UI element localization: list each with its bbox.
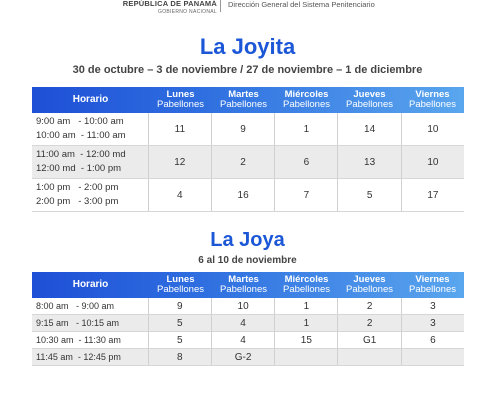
pabellon-cell: 1	[274, 298, 337, 314]
pabellon-cell: 7	[274, 179, 337, 211]
pabellon-cell	[401, 349, 464, 365]
government-logo	[123, 0, 217, 16]
time-cell	[32, 332, 148, 348]
joya-schedule-table	[32, 272, 464, 366]
pabellon-cell: 1	[274, 113, 337, 145]
pabellon-cell: 4	[211, 315, 274, 331]
time-range: 8:00 am - 9:00 am	[36, 301, 115, 311]
day-sub-label: Pabellones	[282, 99, 330, 110]
pabellon-cell	[274, 349, 337, 365]
pabellon-cell: 15	[274, 332, 337, 348]
department-name: Dirección General del Sistema Penitenciario	[228, 0, 375, 9]
pabellon-cell: 9	[148, 298, 211, 314]
column-header-day	[212, 87, 275, 113]
header-divider	[220, 0, 221, 12]
table-row	[32, 332, 464, 349]
time-cell	[32, 315, 148, 331]
column-header-day	[338, 87, 401, 113]
day-sub-label: Pabellones	[219, 99, 267, 110]
table-row	[32, 315, 464, 332]
column-header-horario: Horario	[72, 94, 109, 105]
pabellon-cell: 17	[401, 179, 464, 211]
pabellon-cell: 11	[148, 113, 211, 145]
time-range: 12:00 md - 1:00 pm	[36, 163, 122, 174]
day-name: Martes	[228, 274, 259, 285]
pabellon-cell	[337, 349, 400, 365]
pabellon-cell: 12	[148, 146, 211, 178]
day-sub-label: Pabellones	[345, 99, 393, 110]
time-cell	[32, 113, 148, 145]
day-sub-label: Pabellones	[345, 284, 393, 295]
pabellon-cell: 3	[401, 298, 464, 314]
time-range: 10:30 am - 11:30 am	[36, 335, 121, 345]
pabellon-cell: G-2	[211, 349, 274, 365]
pabellon-cell: 1	[274, 315, 337, 331]
time-cell	[32, 298, 148, 314]
pabellon-cell: 14	[337, 113, 400, 145]
day-name: Viernes	[415, 274, 450, 285]
day-name: Miércoles	[284, 274, 329, 285]
pabellon-cell: 16	[211, 179, 274, 211]
column-header-day	[401, 272, 464, 298]
column-header-day	[149, 87, 212, 113]
joyita-schedule-table	[32, 87, 464, 212]
pabellon-cell: 5	[148, 332, 211, 348]
day-sub-label: Pabellones	[408, 99, 456, 110]
table-row	[32, 349, 464, 366]
pabellon-cell: 5	[337, 179, 400, 211]
table-row	[32, 179, 464, 212]
time-range: 2:00 pm - 3:00 pm	[36, 196, 119, 207]
joya-title: La Joya	[210, 229, 285, 251]
pabellon-cell: 9	[211, 113, 274, 145]
pabellon-cell: G1	[337, 332, 400, 348]
day-sub-label: Pabellones	[408, 284, 456, 295]
government-subtitle: GOBIERNO NACIONAL	[158, 9, 217, 15]
joyita-title: La Joyita	[199, 34, 296, 59]
table-row	[32, 113, 464, 146]
column-header-day	[275, 87, 338, 113]
time-cell	[32, 146, 148, 178]
time-range: 9:00 am - 10:00 am	[36, 116, 124, 127]
pabellon-cell: 5	[148, 315, 211, 331]
joyita-subtitle: 30 de octubre – 3 de noviembre / 27 de noviembre – 1 de diciembre	[72, 64, 423, 76]
day-sub-label: Pabellones	[282, 284, 330, 295]
day-name: Miércoles	[284, 89, 329, 100]
day-name: Lunes	[166, 274, 195, 285]
table-row	[32, 146, 464, 179]
table-header-row	[32, 87, 464, 113]
column-header-day	[149, 272, 212, 298]
day-name: Lunes	[166, 89, 195, 100]
day-name: Jueves	[353, 89, 386, 100]
day-sub-label: Pabellones	[156, 99, 204, 110]
pabellon-cell: 3	[401, 315, 464, 331]
pabellon-cell: 10	[211, 298, 274, 314]
day-sub-label: Pabellones	[156, 284, 204, 295]
time-cell	[32, 179, 148, 211]
government-name: REPÚBLICA DE PANAMÁ	[122, 0, 217, 8]
pabellon-cell: 10	[401, 113, 464, 145]
time-range: 11:45 am - 12:45 pm	[36, 352, 121, 362]
pabellon-cell: 2	[337, 298, 400, 314]
time-range: 11:00 am - 12:00 md	[36, 149, 126, 160]
time-cell	[32, 349, 148, 365]
time-range: 10:00 am - 11:00 am	[36, 130, 126, 141]
pabellon-cell: 6	[274, 146, 337, 178]
joya-subtitle: 6 al 10 de noviembre	[198, 255, 297, 266]
day-name: Martes	[228, 89, 259, 100]
time-range: 1:00 pm - 2:00 pm	[36, 182, 119, 193]
pabellon-cell: 6	[401, 332, 464, 348]
day-name: Jueves	[353, 274, 386, 285]
pabellon-cell: 4	[211, 332, 274, 348]
page-header	[0, 0, 495, 16]
column-header-day	[338, 272, 401, 298]
column-header-day	[212, 272, 275, 298]
time-range: 9:15 am - 10:15 am	[36, 318, 120, 328]
pabellon-cell: 2	[337, 315, 400, 331]
pabellon-cell: 13	[337, 146, 400, 178]
pabellon-cell: 4	[148, 179, 211, 211]
pabellon-cell: 8	[148, 349, 211, 365]
pabellon-cell: 2	[211, 146, 274, 178]
table-header-row	[32, 272, 464, 298]
table-row	[32, 298, 464, 315]
column-header-day	[275, 272, 338, 298]
day-sub-label: Pabellones	[219, 284, 267, 295]
column-header-horario: Horario	[72, 279, 109, 290]
day-name: Viernes	[415, 89, 450, 100]
pabellon-cell: 10	[401, 146, 464, 178]
column-header-day	[401, 87, 464, 113]
